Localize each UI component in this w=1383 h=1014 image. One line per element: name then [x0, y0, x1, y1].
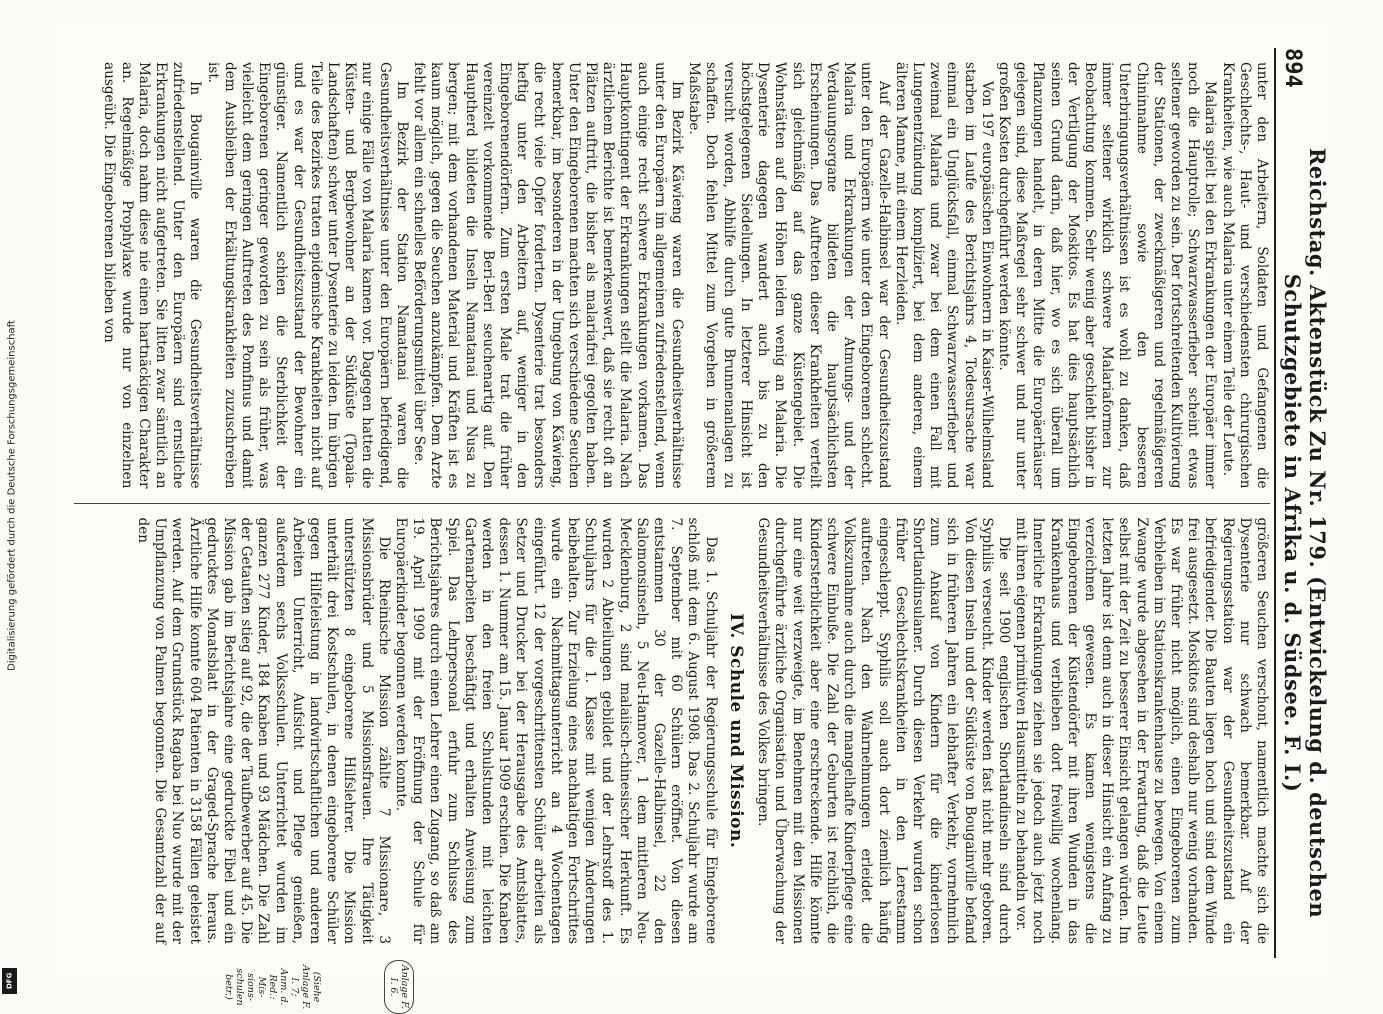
paragraph: unter den Arbeitern, Soldaten und Gefangenen die Geschlechts-, Haut- und verschiedensten chirurgischen Krankheiten, wie auch Malaria unter einem Teile der Leute. — [1219, 62, 1270, 489]
paragraph: Malaria spielt bei den Erkrankungen der Europäer immer noch die Hauptrolle; Schwarzwasserfieber scheint etwas seltener geworden zu sein. Der fortschreitenden Kultivierung der Stationen, der zweckmäßigeren und regelmäßigeren Chininnahme sowie den besseren Unterbringungsverhältnissen ist es wohl zu danken, daß immer seltener wirklich schwere Malariaformen zur Beobachtung kommen. Sehr wenig aber geschieht bisher in der Vertilgung der Moskitos. Es hat dies hauptsächlich seinen Grund darin, daß hier, wo es sich überall um Pflanzungen handelt, in deren Mitte die Europäerhäuser gelegen sind, diese Maßregel sehr schwer und nur unter großen Kosten durchgeführt werden könnte. — [995, 62, 1218, 489]
paragraph: In Bougainville waren die Gesundheitsverhältnisse zufriedenstellend. Unter den Europäern sind ernstliche Erkrankungen nicht aufgetreten. Sie litten zwar sämtlich an Malaria, doch nahm diese nie einen hartnäckigen Charakter an. Regelmäßige Prophylaxe wurde nur von einzelnen ausgeübt. Die Eingeborenen blieben von — [100, 62, 203, 489]
dfg-logo: DFG — [2, 968, 17, 994]
left-column — [74, 48, 1270, 503]
credit-text: Digitalisierung gefördert durch die Deutsche Forschungsgemeinschaft — [6, 320, 18, 671]
paragraph: Die seit 1900 englischen Shortlandinseln sind durch Syphilis verseucht. Kinder werden fast nicht mehr geboren. Von diesen Inseln und der Südküste von Bougainville befand sich in früheren Jahren ein lebhafter Verkehr, vornehmlich zum Ankauf von Kindern für die kinderlosen Shortlandinsulaner. Durch diesen Verkehr wurden schon früher Geschlechtskrankheiten in den Lerestamm eingeschleppt. Syphilis soll auch dort ziemlich häufig auftreten. Nach den Wahrnehmungen erleidet die Volkszunahme auch durch die mangelhafte Kinderpflege eine schwere Einbuße. Die Zahl der Geburten ist reichlich, die Kindersterblichkeit aber eine erschreckende. Hilfe könnte nur eine weit verzweigte, im Benehmen mit den Missionen durchgeführte ärztliche Organisation und Überwachung der Gesundheitsverhältnisse des Volkes bringen. — [754, 517, 1012, 944]
running-head: Reichstag. Aktenstück Zu Nr. 179. (Entwickelung d. deutschen Schutzgebiete in Afrika u. d. Südsee. F. I.) — [1279, 147, 1330, 919]
paragraph: Im Bezirk Käwieng waren die Gesundheitsverhältnisse unter den Europäern im allgemeinen zufriedenstellend, wenn auch einige recht schwere Erkrankungen vorkamen. Das Hauptkontingent der Erkrankungen stellt die Malaria. Nach ärztlichem Berichte ist bemerkenswert, daß sie recht oft an Plätzen auftritt, die bisher als malariafrei gegolten haben. Unter den Eingeborenen machten sich verschiedene Seuchen bemerkbar, im besonderen in der Umgebung von Käwieng, die recht viele Opfer forderten. Dysenterie trat besonders heftig unter den Arbeitern auf, weniger in den Eingeborenendörfern. Zum ersten Male trat die früher vereinzelt vorkommende Beri-Beri seuchenartig auf. Den Hauptherd bildeten die Inseln Namatanai und Nusa zu bergen; mit dem vorhandenen Material und Kräften ist es kaum möglich, gegen die Seuchen anzukämpfen. Dem Arzte fehlt vor allem ein schnelles Beförderungsmittel über See. — [410, 62, 685, 489]
right-column — [74, 503, 1270, 959]
paragraph: Das 1. Schuljahr der Regierungsschule für Eingeborene schloß mit dem 6. August 1908. Das 2. Schuljahr wurde am 7. September mit 60 Schülern eröffnet. Von diesen entstammen 30 der Gazelle-Halbinsel, 22 den Salomonsinseln, 5 Neu-Hannover, 1 dem mittleren Neu-Mecklenburg, 2 sind malaiisch-chinesischer Herkunft. Es wurden 2 Abteilungen gebildet und der Lehrstoff des 1. Schuljahrs für die 1. Klasse mit wenigen Änderungen beibehalten. Zur Erzielung eines nachhaltigen Fortschrittes wurde ein Nachmittagsunterricht an 4 Wochentagen eingeführt. 12 der vorgeschrittensten Schüler arbeiten als Setzer und Drucker bei der Herausgabe des Amtsblattes, dessen 1. Nummer am 15. Januar 1909 erschien. Die Knaben werden in den freien Schulstunden mit leichten Gartenarbeiten beschäftigt und erhalten Anweisung zum Spiel. Das Lehrpersonal erfuhr zum Schlusse des Berichtsjahres durch einen Lehrer einen Zugang, so daß am 19. April 1909 mit der Eröffnung der Schule für Europäerkinder begonnen werden konnte. — [392, 517, 719, 944]
section-title: IV. Schule und Mission. — [725, 613, 746, 849]
margin-note-annex-2: (Siehe Anlage F. I. 7; Anm. d. Red.: Mis-sions-schulen betr.) — [222, 964, 322, 1010]
text-columns — [74, 48, 1270, 958]
page-number: 894 — [1279, 48, 1305, 88]
paragraph: Die Rheinische Mission zählte 7 Missionare, 3 Missionsbrüder und 5 Missionsfrauen. Ihre Tätigkeit unterstützten 8 eingeborene Hilfslehrer. Die Mission unterhält drei Kostschulen, in denen eingeborene Schüler gegen Hilfeleistung in landwirtschaftlichen und anderen Arbeiten Unterricht, Aufsicht und Pflege genießen, außerdem sechs Volksschulen. Unterrichtet wurden im ganzen 277 Kinder, 184 Knaben und 93 Mädchen. Die Zahl der Getauften stieg auf 92, die der Taufbewerber auf 45. Die Mission gab im Berichtsjahre eine gedruckte Fibel und ein gedrucktes Monatsblatt in der Graged-Sprache heraus. Ärztliche Hilfe konnte 604 Patienten in 3158 Fällen geleistet werden. Auf dem Grundstück Ragaba bei Nuo wurde mit der Umpflanzung von Palmen begonnen. Die Gesamtzahl der auf den — [134, 517, 392, 944]
digitization-credit — [0, 0, 20, 1000]
page-header — [1274, 48, 1330, 958]
paragraph: größeren Seuchen verschont, namentlich machte sich die Dysenterie nur schwach bemerkbar. Auf der Regierungsstation war der Gesundheitszustand ein befriedigender. Die Bauten liegen hoch und sind dem Winde frei ausgesetzt. Moskitos sind deshalb nur wenig vorhanden. Es war früher nicht möglich, einen Eingeborenen zum Verbleiben im Stationskrankenhause zu bewegen. Von einem Zwange wurde abgesehen in der Erwartung, daß die Leute selbst mit der Zeit zu besserer Einsicht gelangen würden. Im letzten Jahre ist denn auch in dieser Hinsicht ein Anfang zu verzeichnen gewesen. Es kamen wenigstens die Eingeborenen der Küstendörfer mit ihren Wunden in das Krankenhaus und verblieben dort freiwillig wochenlang. Innerliche Erkrankungen ziehen sie jedoch auch jetzt noch mit ihren eigenen primitiven Hausmitteln zu behandeln vor. — [1012, 517, 1270, 944]
margin-note-annex: Anlage F. I. 6. — [384, 960, 414, 1014]
document-page — [52, 20, 1332, 1010]
paragraph: Im Bezirk der Station Namatanai waren die Gesundheitsverhältnisse unter den Europäern befriedigend, nur einige Fälle von Malaria kamen vor. Dagegen hatten die Küsten- und Bergbewohner an der Südküste (Topaia-Landschaften) schwer unter Dysenterie zu leiden. Im übrigen Teile des Bezirkes traten epidemische Krankheiten nicht auf und es war der Gesundheitszustand der Bewohner ein günstiger. Namentlich schien die Sterblichkeit der Eingeborenen geringer geworden zu sein als früher, was vielleicht dem geringen Auftreten des Pomfinus und damit dem Ausbleiben der Erkältungskrankheiten zuzuschreiben ist. — [204, 62, 410, 489]
paragraph: Auf der Gazelle-Halbinsel war der Gesundheitszustand unter den Europäern wie unter den Eingeborenen schlecht. Malaria und Erkrankungen der Atmungs- und der Verdauungsorgane bildeten die hauptsächlichsten Erscheinungen. Das Auftreten dieser Krankheiten verteilt sich gleichmäßig auf das ganze Küstengebiet. Die Wohnstätten auf den Höhen leiden wenig an Malaria. Die Dysenterie dagegen wandert auch bis zu den höchstgelegenen Siedelungen. In letzterer Hinsicht ist versucht worden, Abhilfe durch gute Brunnenanlagen zu schaffen. Doch fehlen Mittel zum Vorgehen in größerem Maßstabe. — [685, 62, 892, 489]
paragraph: Von 197 europäischen Einwohnern in Kaiser-Wilhelmsland starben im Laufe des Berichtsjahrs 4, Todesursache war einmal ein Unglücksfall, einmal Schwarzwasserfieber und zweimal Malaria und zwar bei dem einen Fall mit Lungenentzündung kompliziert, bei dem anderen, einem älteren Manne, mit einem Herzleiden. — [892, 62, 995, 489]
